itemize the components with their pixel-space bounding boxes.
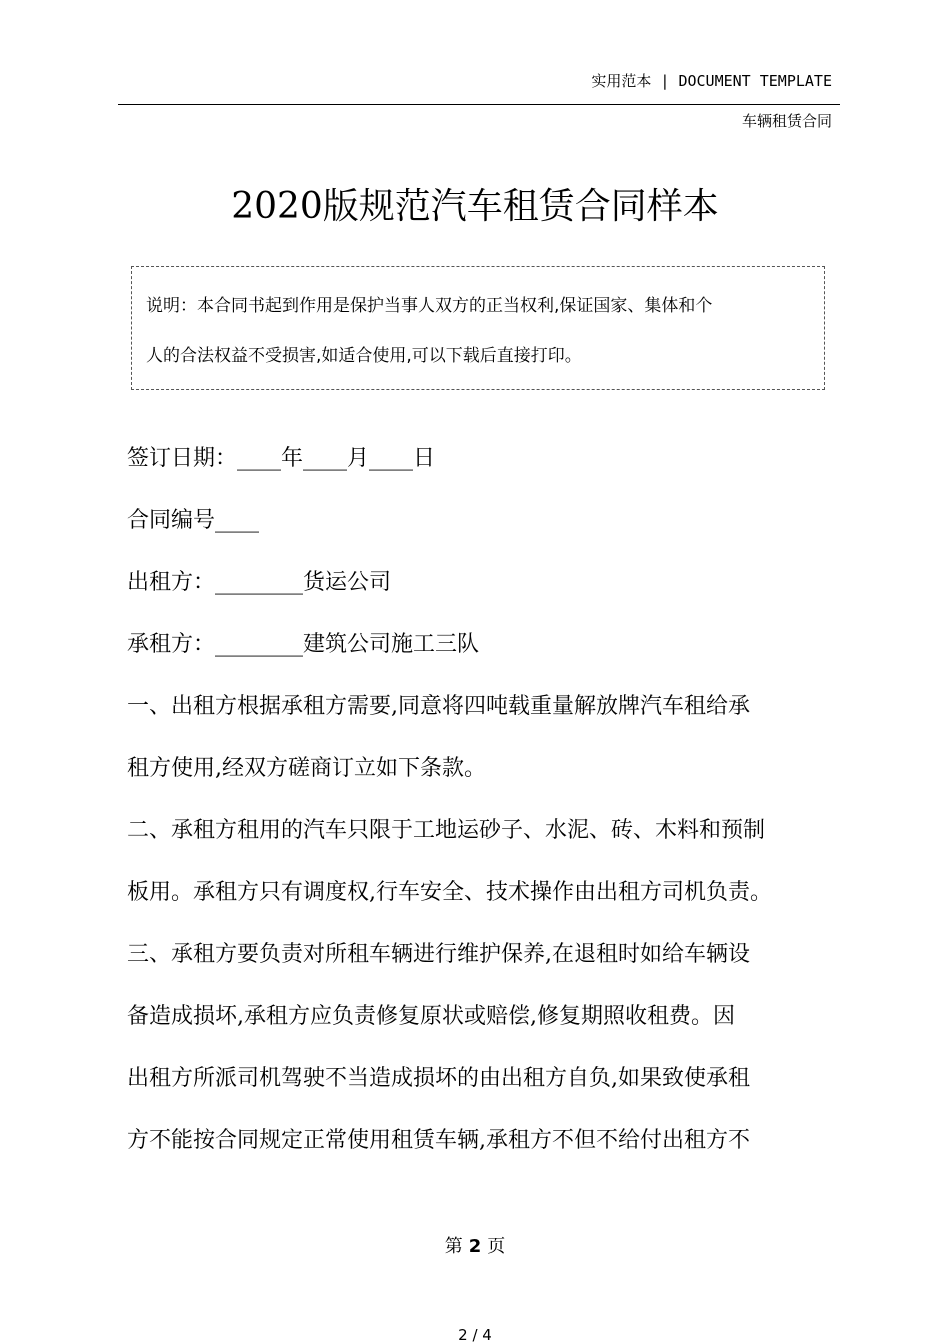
body-line: 方不能按合同规定正常使用租赁车辆,承租方不但不给付出租方不 [127,1128,750,1153]
page-prefix: 第 [444,1236,463,1257]
signing-date-line: 签订日期：____年____月____日 [127,446,436,471]
note-line-2: 人的合法权益不受损害,如适合使用,可以下载后直接打印。 [146,346,582,366]
header-subtitle: 车辆租赁合同 [741,112,832,130]
body-line: 租方使用,经双方磋商订立如下条款。 [127,756,486,781]
body-line: 出租方所派司机驾驶不当造成损坏的由出租方自负,如果致使承租 [127,1066,750,1091]
note-line-1: 说明：本合同书起到作用是保护当事人双方的正当权利,保证国家、集体和个 [146,296,713,316]
header-label: 实用范本 | DOCUMENT TEMPLATE [591,72,832,90]
contract-number-line: 合同编号____ [127,508,260,533]
note-box [131,266,825,390]
lessee-line: 承租方：________建筑公司施工三队 [127,632,480,657]
document-body [127,428,837,1172]
page-suffix: 页 [487,1236,506,1257]
body-line: 三、承租方要负责对所租车辆进行维护保养,在退租时如给车辆设 [127,942,750,967]
pager-indicator: 2 / 4 [458,1326,492,1344]
body-line: 一、出租方根据承租方需要,同意将四吨载重量解放牌汽车租给承 [127,694,750,719]
body-line: 板用。承租方只有调度权,行车安全、技术操作由出租方司机负责。 [127,880,772,905]
document-title: 2020版规范汽车租赁合同样本 [231,186,719,227]
page-number-value: 2 [468,1236,482,1257]
body-line: 备造成损坏,承租方应负责修复原状或赔偿,修复期照收租费。因 [127,1004,735,1029]
lessor-line: 出租方：________货运公司 [127,570,392,595]
header-divider [118,104,840,105]
body-line: 二、承租方租用的汽车只限于工地运砂子、水泥、砖、木料和预制 [127,818,766,843]
page-number [0,1232,950,1258]
